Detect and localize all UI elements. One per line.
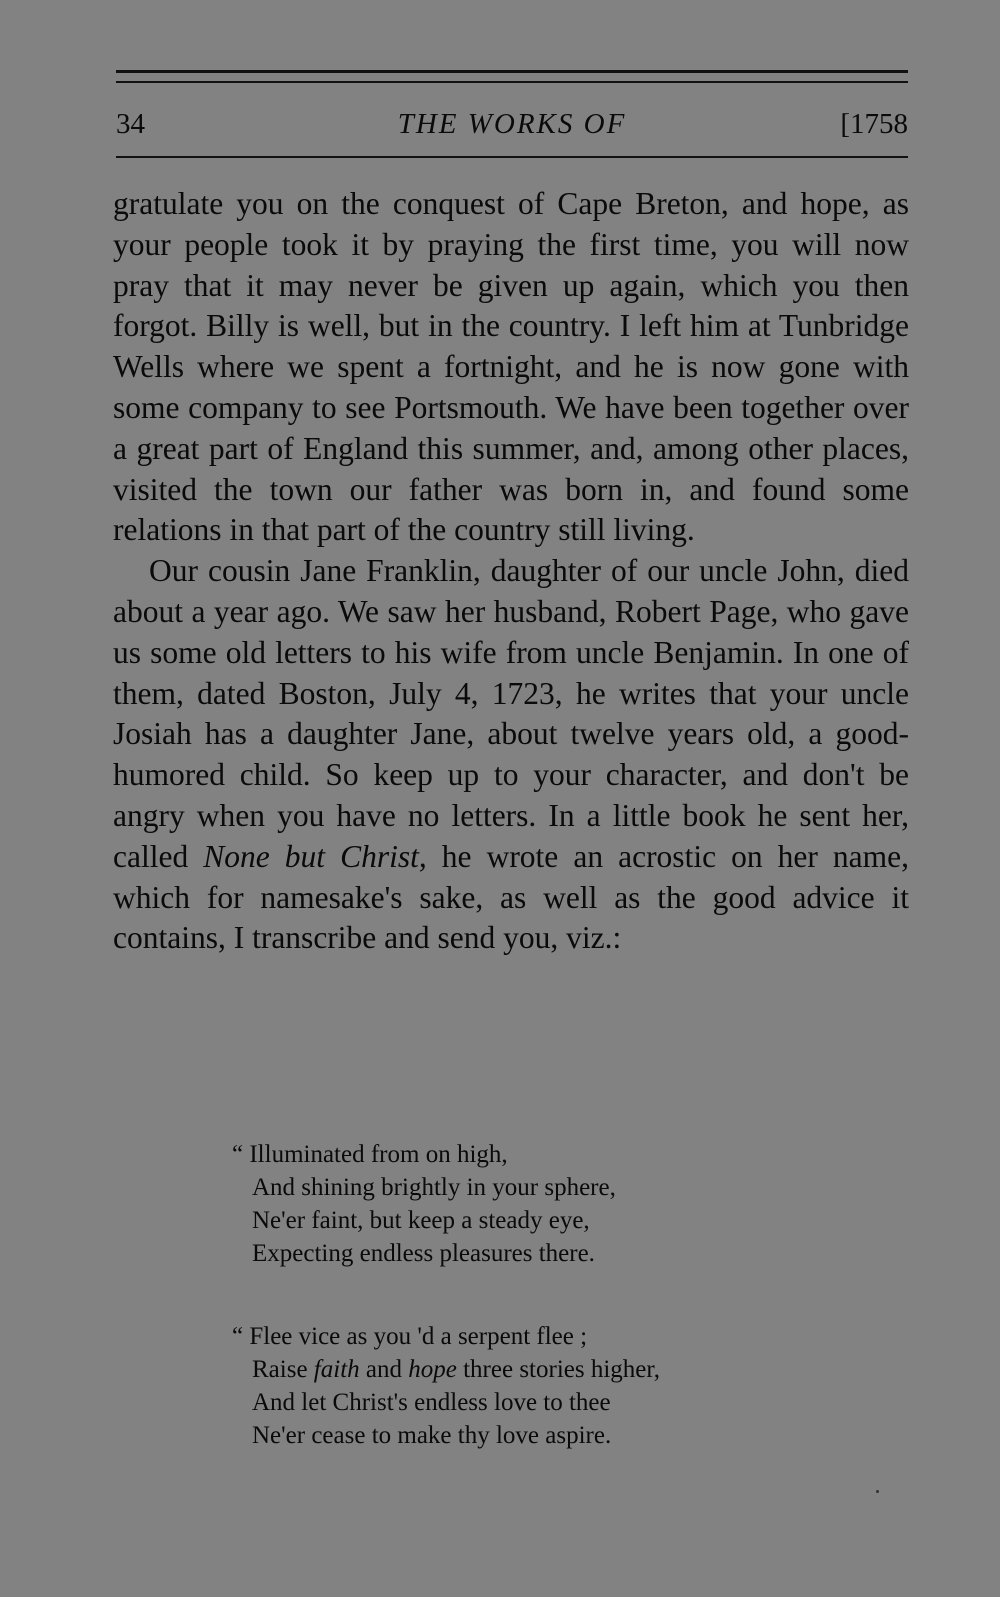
verse-line: Ne'er cease to make thy love aspire. [252, 1422, 612, 1449]
print-speck [876, 1490, 879, 1493]
letter-body [113, 184, 909, 959]
paragraph-1: gratulate you on the conquest of Cape Breton, and hope, as your people took it by praying the first time, you will now pray that it may never be given up again, which you then forgot. Billy is well, but in the country. I left him at Tunbridge Wells where we spent a fortnight, and he is now gone with some company to see Portsmouth. We have been together over a great part of England this summer, and, among other places, visited the town our father was born in, and found some relations in that part of the country still living. [113, 186, 909, 548]
header-rule-top-thin [116, 81, 908, 83]
verse-line: And shining brightly in your sphere, [252, 1174, 616, 1201]
verse-line [232, 1353, 660, 1386]
header-rule-top [116, 70, 908, 73]
verse-italic-hope: hope [408, 1356, 457, 1383]
verse-text: Raise [252, 1356, 314, 1383]
verse-line: “ Flee vice as you 'd a serpent flee ; [232, 1323, 588, 1350]
verse-text: and [359, 1356, 409, 1383]
header-rule-bottom [116, 156, 908, 158]
verse-italic-faith: faith [313, 1356, 360, 1383]
verse-line: Ne'er faint, but keep a steady eye, [252, 1207, 590, 1234]
acrostic-stanza-2 [232, 1320, 660, 1452]
verse-line: “ Illuminated from on high, [232, 1141, 508, 1168]
running-year: [1758 [840, 108, 908, 140]
page-number: 34 [116, 108, 145, 140]
paragraph-2-text-b: he wrote an acrostic on her name, which for namesake's sake, as well as the good advice it contains, I transcribe and send you, viz.: [113, 838, 909, 956]
paragraph-2-text-a: Our cousin Jane Franklin, daughter of our uncle John, died about a year ago. We saw her husband, Robert Page, who gave us some old letters to his wife from uncle Benjamin. In one of them, dated Boston, July 4, 1723, he writes that your uncle Josiah has a daughter Jane, about twelve years old, a good-humored child. So keep up to your character, and don't be angry when you have no letters. In a little book he sent her, called [113, 553, 909, 874]
verse-line: Expecting endless pleasures there. [252, 1240, 595, 1267]
running-title: THE WORKS OF [397, 108, 627, 140]
acrostic-stanza-1 [232, 1138, 616, 1270]
paragraph-2 [113, 551, 909, 959]
running-head [116, 106, 908, 142]
verse-line: And let Christ's endless love to thee [252, 1389, 611, 1416]
book-title: None but Christ, [203, 838, 427, 874]
verse-text: three stories higher, [456, 1356, 660, 1383]
